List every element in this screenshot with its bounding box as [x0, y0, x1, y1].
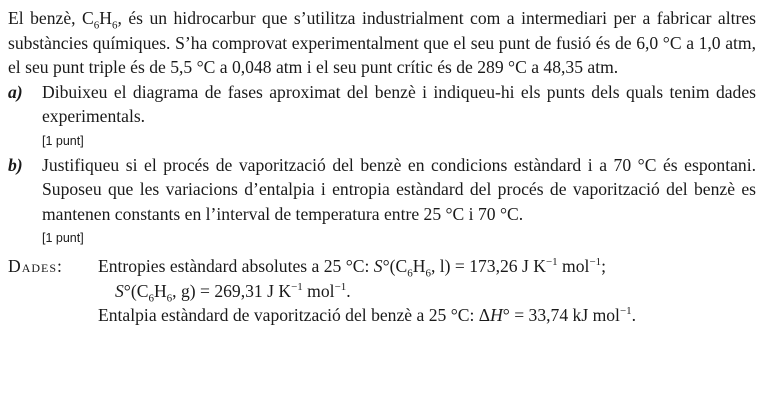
data-section — [8, 254, 756, 328]
degree-sign: ° — [502, 305, 510, 325]
subscript: 6 — [425, 267, 431, 280]
data-text: mol — [557, 256, 590, 276]
superscript: −1 — [619, 305, 632, 318]
data-line-entropy-gas — [8, 279, 756, 304]
superscript: −1 — [334, 280, 347, 293]
symbol-s: S — [373, 256, 383, 276]
data-heading: Dades: — [8, 256, 63, 276]
question-a-text: Dibuixeu el diagrama de fases aproximat del benzè i indiqueu-hi els punts dels quals tenim dades experimentals. — [42, 81, 756, 126]
question-b-score: [1 punt] — [42, 231, 84, 245]
superscript: −1 — [589, 256, 602, 269]
subscript: 6 — [407, 267, 413, 280]
data-text: Entropies estàndard absolutes a 25 °C: — [98, 256, 374, 276]
degree-sign: ° — [123, 280, 131, 301]
data-text: = 33,74 kJ mol — [509, 305, 620, 325]
data-text: (C — [130, 280, 149, 301]
data-line-entropy-liquid — [8, 254, 756, 279]
question-a-marker: a) — [8, 81, 23, 102]
question-b-text: Justifiqueu si el procés de vaporització del benzè en condicions estàndard i a 70 °C és espontani. Suposeu que les variacions d’entalpia i entropia estàndard del procés de vaporització del benzè es mantenen constants en l’interval de temperatura entre 25 °C i 70 °C. — [42, 154, 756, 224]
data-text: Entalpia estàndard de vaporització del benzè a 25 °C: Δ — [98, 305, 491, 325]
symbol-s: S — [115, 280, 124, 301]
subscript: 6 — [111, 19, 118, 32]
symbol-h: H — [490, 305, 503, 325]
subscript: 6 — [148, 292, 154, 305]
formula-h: H — [412, 256, 426, 276]
data-text: mol — [302, 280, 335, 301]
formula-h: H — [99, 8, 112, 28]
question-a — [8, 80, 756, 129]
superscript: −1 — [291, 280, 303, 293]
intro-text-rest: , és un hidrocarbur que s’utilitza industrialment com a intermediari per a fabricar altres substàncies químiques. S’ha comprovat experimentalment que el seu punt de fusió és de 6,0 °C a 1,0 atm, el seu punt triple és de 5,5 °C a 0,048 atm i el seu punt crític és de 289 °C a 48,35 atm. — [8, 8, 756, 77]
data-text: (C — [389, 256, 408, 276]
data-text: . — [631, 305, 637, 325]
degree-sign: ° — [382, 256, 390, 276]
data-text: , l) = 173,26 J K — [430, 256, 546, 276]
data-line-enthalpy — [8, 303, 756, 328]
subscript: 6 — [93, 19, 100, 32]
intro-paragraph — [8, 6, 756, 80]
formula-h: H — [153, 280, 167, 301]
exam-question — [8, 6, 756, 328]
question-b-marker: b) — [8, 154, 23, 175]
superscript: −1 — [545, 256, 558, 269]
question-a-score: [1 punt] — [42, 133, 84, 148]
intro-text-start: El benzè, C — [8, 8, 94, 28]
data-text: ; — [601, 256, 607, 276]
data-text: , g) = 269,31 J K — [172, 280, 292, 301]
subscript: 6 — [166, 292, 173, 305]
question-b — [8, 153, 756, 227]
data-text: . — [346, 280, 351, 301]
